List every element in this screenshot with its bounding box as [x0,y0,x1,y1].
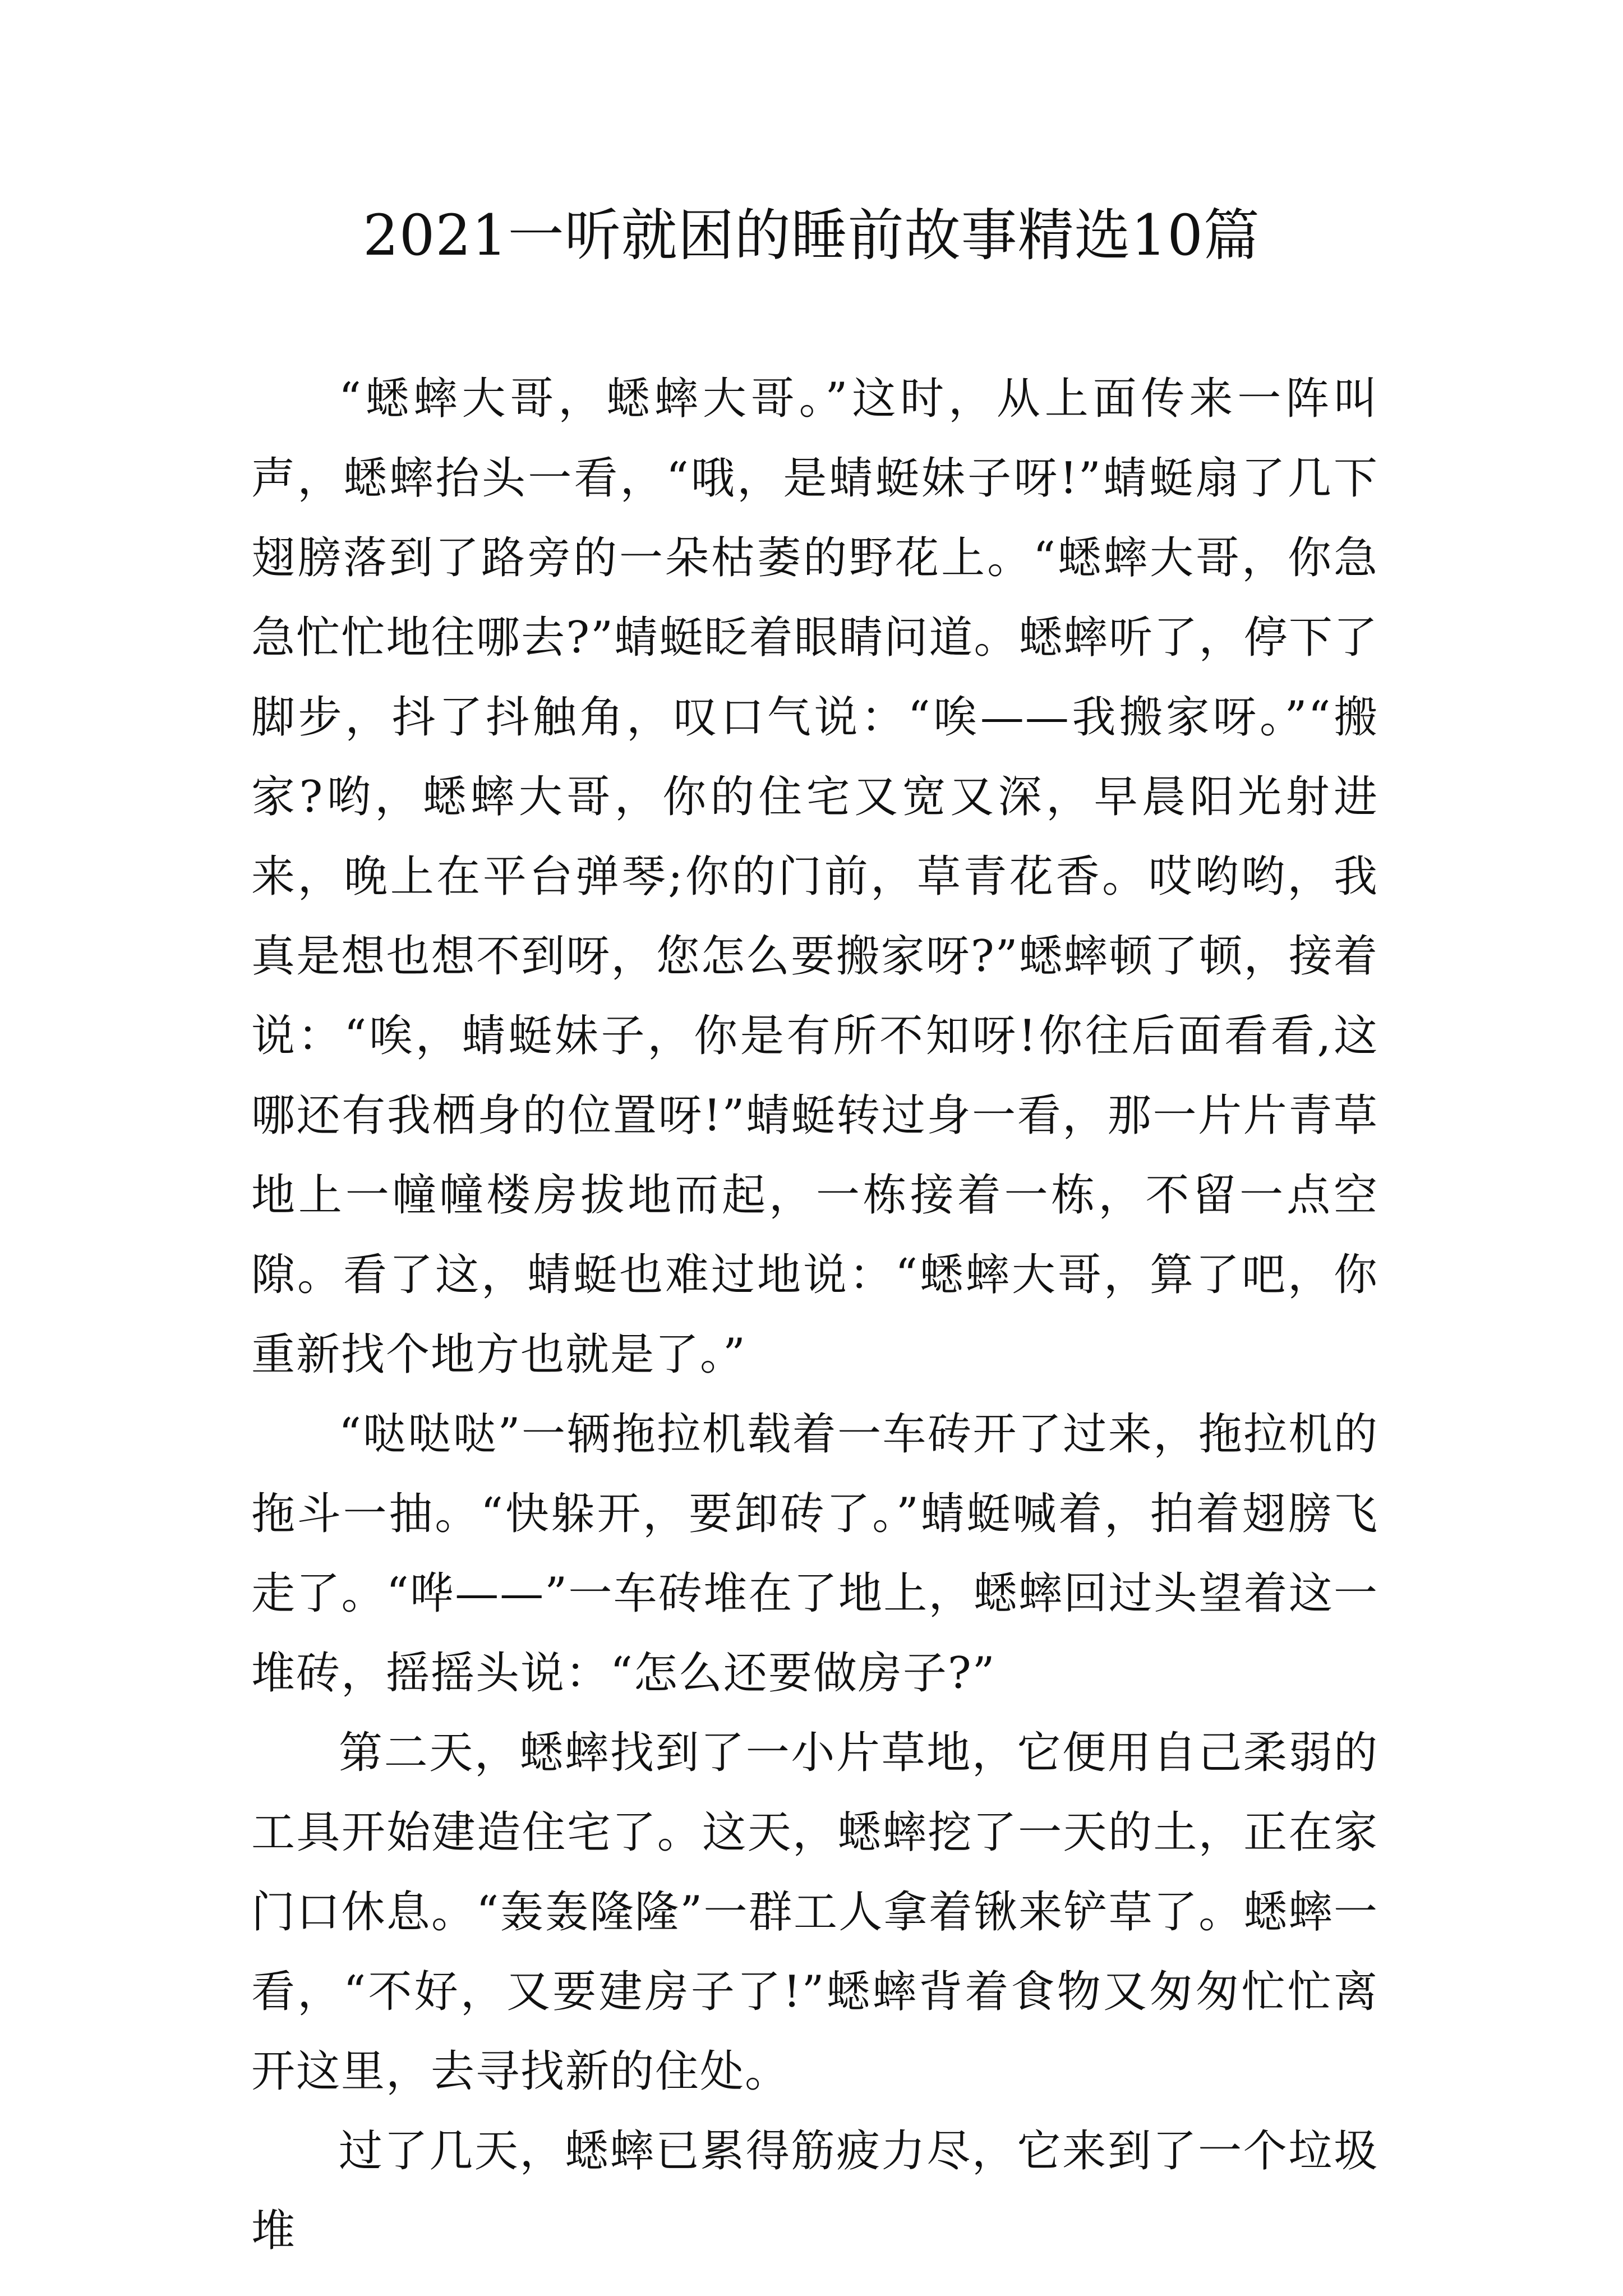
paragraph-1: “蟋蟀大哥，蟋蟀大哥。”这时，从上面传来一阵叫声，蟋蟀抬头一看，“哦，是蜻蜓妹子呀!”蜻蜓扇了几下翅膀落到了路旁的一朵枯萎的野花上。“蟋蟀大哥，你急急忙忙地往哪去?”蜻蜓眨着眼睛问道。蟋蟀听了，停下了脚步，抖了抖触角，叹口气说：“唉——我搬家呀。”“搬家?哟，蟋蟀大哥，你的住宅又宽又深，早晨阳光射进来，晚上在平台弹琴;你的门前，草青花香。哎哟哟，我真是想也想不到呀，您怎么要搬家呀?”蟋蟀顿了顿，接着说：“唉，蜻蜓妹子，你是有所不知呀!你往后面看看,这哪还有我栖身的位置呀!”蜻蜓转过身一看，那一片片青草地上一幢幢楼房拔地而起，一栋接着一栋，不留一点空隙。看了这，蜻蜓也难过地说：“蟋蟀大哥，算了吧，你重新找个地方也就是了。” [251,374,1378,1380]
document-title: 2021一听就困的睡前故事精选10篇 [363,203,1260,268]
document-body [251,359,1378,2271]
paragraph-2: “哒哒哒”一辆拖拉机载着一车砖开了过来，拖拉机的拖斗一抽。“快躲开，要卸砖了。”蜻蜓喊着，拍着翅膀飞走了。“哗——”一车砖堆在了地上，蟋蟀回过头望着这一堆砖，摇摇头说：“怎么还要做房子?” [251,1409,1378,1699]
paragraph-3: 第二天，蟋蟀找到了一小片草地，它便用自己柔弱的工具开始建造住宅了。这天，蟋蟀挖了一天的土，正在家门口休息。“轰轰隆隆”一群工人拿着锹来铲草了。蟋蟀一看，“不好，又要建房子了!”蟋蟀背着食物又匆匆忙忙离开这里，去寻找新的住处。 [251,1728,1378,2097]
paragraph-4: 过了几天，蟋蟀已累得筋疲力尽，它来到了一个垃圾堆 [251,2126,1378,2256]
